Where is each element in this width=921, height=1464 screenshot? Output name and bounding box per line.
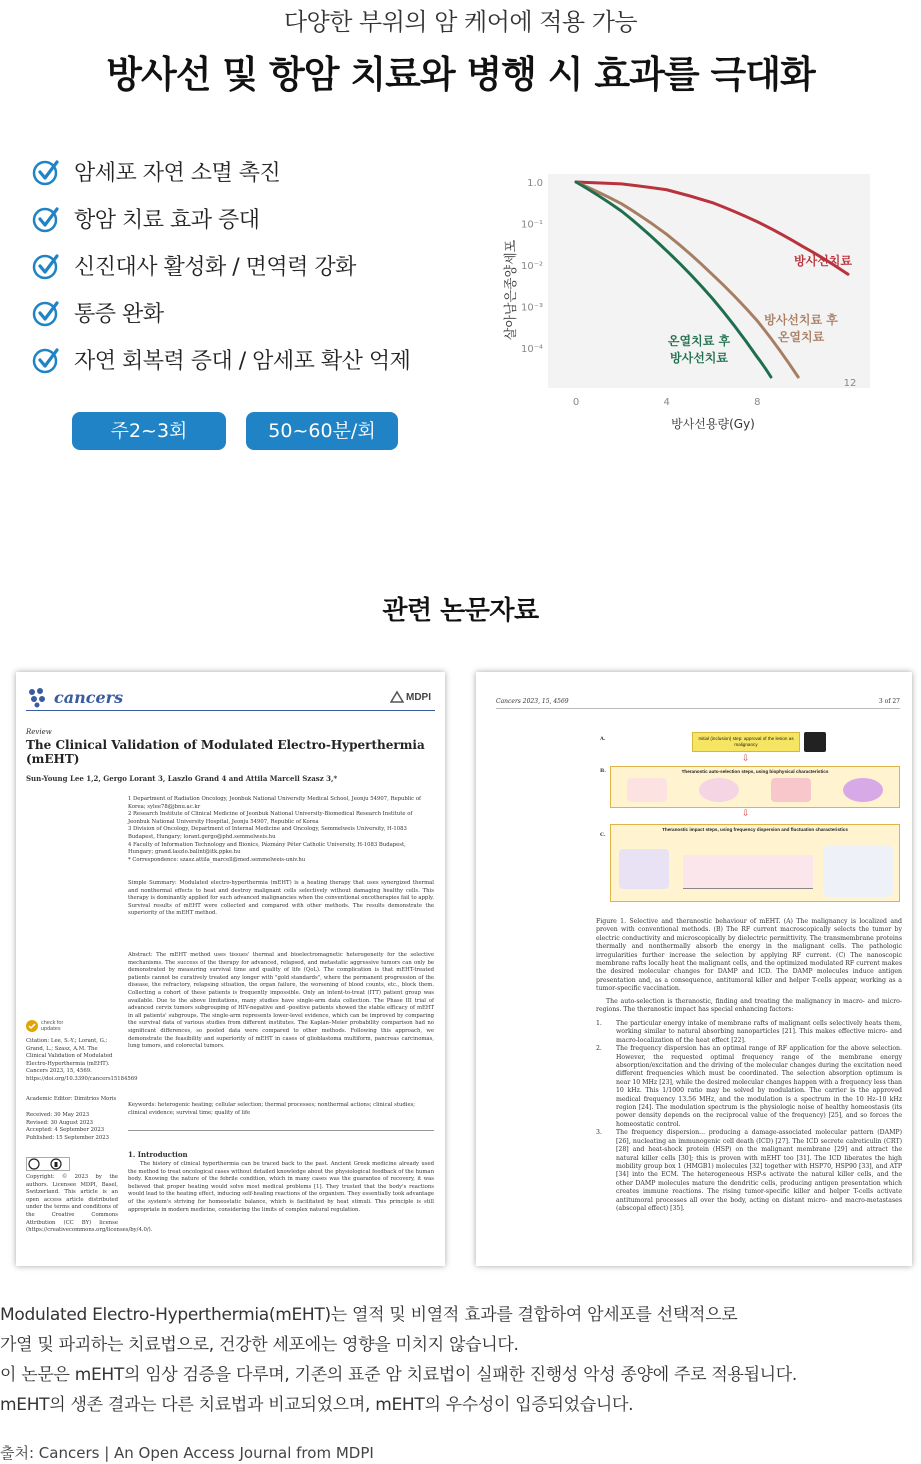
x-tick-label: 4 — [663, 397, 670, 408]
article-authors: Sun-Young Lee 1,2, Gergo Lorant 3, Laszlo Grand 4 and Attila Marcell Szasz 3,* — [26, 774, 338, 783]
hero-subtitle: 다양한 부위의 암 케어에 적용 가능 — [283, 8, 638, 36]
benefit-text: 암세포 자연 소멸 촉진 — [74, 161, 281, 186]
description-line: 가열 및 파괴하는 치료법으로, 건강한 세포에는 영향을 미치지 않습니다. — [0, 1335, 519, 1355]
affiliations — [128, 796, 428, 864]
list-item-text — [616, 1129, 902, 1213]
immune-icon — [823, 845, 893, 897]
affiliation: * Correspondence: szasz.attila_marcell@med.semmelweis-univ.hu — [128, 856, 306, 863]
check-updates[interactable] — [26, 1020, 71, 1032]
hero-title: 방사선 및 항암 치료와 병행 시 효과를 극대화 — [106, 53, 815, 96]
affiliation: 4 Faculty of Information Technology and Bionics, Pázmány Péter Catholic University, H-1083 Budapest, Hungary; grand.laszlo.balint@itk.ppke.hu — [128, 841, 406, 856]
figure-1 — [596, 728, 902, 906]
duration-pill: 50~60분/회 — [246, 412, 398, 450]
date-line: Accepted: 4 September 2023 — [26, 1127, 105, 1134]
y-tick-label: 10⁻⁴ — [520, 344, 543, 355]
label-heat-rad-1: 온열치료 후 — [667, 334, 731, 348]
figure-box-inclusion: Initial (inclusion) step: approval of the lesion as malignancy — [692, 732, 800, 752]
date-line: Revised: 30 August 2023 — [26, 1119, 93, 1126]
benefit-item — [32, 336, 452, 383]
x-tick-label: 0 — [572, 397, 580, 408]
intro-heading: 1. Introduction — [128, 1150, 188, 1159]
x-tick-label: 8 — [754, 397, 761, 408]
article-type: Review — [26, 728, 52, 736]
page-header-left: Cancers 2023, 15, 4569 — [496, 698, 569, 705]
description-line: mEHT의 생존 결과는 다른 치료법과 비교되었으며, mEHT의 우수성이 입증되었습니다. — [0, 1395, 634, 1415]
tissue-icon — [627, 778, 667, 802]
mdpi-mark-icon — [390, 690, 404, 704]
figure-box-title: Theranostic impact steps, using frequency dispersion and fluctuation characteristics — [662, 827, 848, 832]
y-tick-label: 1.0 — [527, 178, 543, 189]
y-axis-label: 살아남은종양세포 — [504, 239, 519, 341]
spectrum-plot — [683, 855, 813, 889]
mdpi-logo — [390, 690, 431, 704]
tumor-image — [804, 732, 826, 752]
check-circle-icon — [32, 299, 60, 327]
date-line: Received: 30 May 2023 — [26, 1112, 90, 1118]
simple-summary: Simple Summary: Modulated electro-hyperthermia (mEHT) is a heating therapy that uses synergized thermal and nonthermal effects to heat and destroy malignant cells selectively without damaging healthy cells. This therapy is dominantly applied for such advanced malignancies when the conventional oncotherapies fail to apply. Survival results of mEHT were collected and compared with other methods. The results demonstrate the superiority of the mEHT method. — [128, 880, 434, 917]
label-rad-heat-2: 온열치료 — [777, 330, 825, 344]
figure-box-title: Theranostic auto-selection steps, using biophysical characteristics — [681, 769, 829, 774]
keywords-divider — [128, 1130, 434, 1131]
check-updates-icon — [26, 1020, 38, 1032]
journal-name: cancers — [54, 687, 124, 707]
benefit-text: 자연 회복력 증대 / 암세포 확산 억제 — [74, 349, 411, 374]
copyright: Copyright: © 2023 by the authors. Licensee MDPI, Basel, Switzerland. This article is an open access article distributed under the terms and conditions of the Creative Commons Attribution (CC BY) license (https://creativecommons.org/licenses/by/4.0/). — [26, 1174, 153, 1234]
benefit-text: 통증 완화 — [74, 302, 164, 327]
check-circle-icon — [32, 158, 60, 186]
publisher-name: MDPI — [406, 691, 431, 703]
date-line: Published: 15 September 2023 — [26, 1134, 109, 1141]
label-rad-heat-1: 방사선치료 후 — [764, 313, 838, 327]
check-updates-label: check for updates — [41, 1020, 64, 1032]
paper-page-1[interactable] — [16, 672, 445, 1266]
description-line: 이 논문은 mEHT의 임상 검증을 다루며, 기존의 표준 암 치료법이 실패한 진행성 악성 종양에 주로 적용됩니다. — [0, 1365, 798, 1385]
benefit-item — [32, 289, 452, 336]
description — [0, 1300, 921, 1420]
y-tick-label: 10⁻² — [520, 261, 543, 272]
keywords: Keywords: heterogenic heating; cellular selection; thermal processes; nonthermal actions; clinical studies; clinical evidence; survival time; quality of life — [128, 1102, 416, 1116]
list-item-text-part: The heterogeneous HSP-s activate the natural killer cells, and the other DAMP molecules mature the dendritic cells, producing antigen presentation which creates immune reactions. The rising tumor-specific killer and helper T-cells activate antitumoral processes all over the body, acting on distant micro- and macro-metastases (abscopal effect) [35]. — [616, 1171, 902, 1212]
cc-by-license-icon — [26, 1157, 70, 1171]
tumor-cell-icon — [843, 778, 883, 802]
label-radiation: 방사선치료 — [794, 254, 852, 268]
numbered-list — [596, 1020, 902, 1213]
journal-header — [26, 686, 123, 708]
academic-editor: Academic Editor: Dimitrios Moris — [26, 1096, 117, 1102]
list-item: 2. The frequency dispersion has an optimal range of RF application for the above selection. However, the requested optimal frequency range of the membrane energy absorption/excitation and the driving of the molecular changes during the excitation need different frequencies which must be coordinated. The selection absorption optimum is near 10 MHz [23], while the desired molecular changes happen with a frequency less than 10 kHz. This 1/1000 ratio may be solved by modulation. The carrier is the approved medical frequency 13.56 MHz, and the modulation is a spectrum in the 10 Hz–10 kHz region [24]. The modulation spectrum is the physiologic noise of healthy homeostasis (its power density depends on the reciprocal value of the frequency) [25], and so forces the homeostatic control. — [596, 1045, 902, 1128]
affiliation: 2 Research Institute of Clinical Medicine of Jeonbuk National University-Biomedical Research Institute of Jeonbuk National University Hospital, Jeonju 54907, Republic of Korea — [128, 811, 413, 825]
intro-text: The history of clinical hyperthermia can be traced back to the past. Ancient Greek medicine already used the method to treat oncological cases without detailed knowledge about the physiological feedback of the human body. Knowing the nature of the febrile condition, which in many cases was the guarantee of recovery, it was believed that proper heating would solve most medical problems [1]. They trusted that the body's reactions would lead to the heating effect, inducing self-healing reactions of the organism. They essentially took advantage of the system's striving for homeostatic balance, which is facilitated by heat stimuli. This principle is still appropriate in modern medicine, considering the limits of complex natural regulation. — [128, 1161, 434, 1213]
benefit-item — [32, 242, 452, 289]
list-item: 3. The frequency dispersion... producing a damage-associated molecular pattern (DAMP) [26], nucleating an immunogenic cell death (ICD) [27]. The ICD secrete calreticulin (CRT) [28] and heat-shock protein (HSP) on the malignant membrane [29] and attract the natural killer cells [30]; this is proven with mEHT too [31]. The ICD liberates the high mobility group box 1 (HMGB1) molecules [32] together with HSP70, HSP90 [33], and ATP [34] into the ECM. The heterogeneous HSP-s activate the natural killer cells, and the other DAMP molecules mature the dendritic cells, producing antigen presentation which creates immune reactions. The rising tumor-specific killer and helper T-cells activate antitumoral processes all over the body, acting on distant micro- and macro-metastases (abscopal effect) [35]. — [596, 1129, 902, 1212]
arrow-down-icon: ⇩ — [742, 809, 750, 819]
check-circle-icon — [32, 346, 60, 374]
figure-caption: Figure 1. Selective and theranostic behaviour of mEHT. (A) The malignancy is localized and proven with conventional methods. (B) The RF current macroscopically selects the tumor by electric conductivity and microscopically by dielectric permittivity. The transmembrane proteins thermally and nonthermally absorb the energy in the malignant cells. The pathologic irregularities further increase the selection by applying RF current. (C) The nanoscopic membrane rafts locally heat the malignant cells, and the optimized modulated RF current makes the desired molecular changes for DAMP and ICD. The DAMP molecules induce antigen presentation and, as a consequence, antitumoral killer and helper T-cells appear, working as a tumor-specific vaccination. — [596, 918, 902, 993]
benefit-list — [32, 148, 452, 383]
affiliation: 1 Department of Radiation Oncology, Jeonbuk National University Medical School, Jeonju 54907, Republic of Korea; sylee78@jbnu.ac.kr — [128, 796, 421, 810]
affiliation: 3 Division of Oncology, Department of Internal Medicine and Oncology, Semmelweis University, H-1083 Budapest, Hungary; lorant.gergo@phd.semmelweis.hu — [128, 826, 407, 840]
check-circle-icon — [32, 205, 60, 233]
article-title: The Clinical Validation of Modulated Electro-Hyperthermia (mEHT) — [26, 738, 425, 766]
benefit-text: 신진대사 활성화 / 면역력 강화 — [74, 255, 356, 280]
figure-box-autoselection — [610, 766, 900, 808]
list-item-text: The particular energy intake of membrane rafts of malignant cells selectively heats them, working similar to natural absorbing nanoparticles [21]. This makes effective micro- and macro-localization of the heat effect [22]. — [616, 1020, 902, 1044]
figure-label-b: B. — [600, 768, 606, 774]
papers-section-title: 관련 논문자료 — [382, 596, 539, 626]
x-axis-label: 방사선용량(Gy) — [671, 417, 755, 431]
benefit-item — [32, 195, 452, 242]
y-tick-label: 10⁻³ — [520, 302, 543, 314]
body-intro: The auto-selection is theranostic, finding and treating the malignancy in macro- and micro-regions. The theranostic impact has special enhancing factors: — [596, 998, 902, 1014]
citation: Citation: Lee, S.-Y.; Lorant, G.; Grand, L.; Szasz, A.M. The Clinical Validation of Modulated Electro-Hyperthermia (mEHT). Cancers 2023, 15, 4569. https://doi.org/10.3390/cancers15184569 — [26, 1038, 138, 1082]
figure-b-icons — [611, 778, 899, 802]
figure-label-a: A. — [600, 736, 606, 742]
benefit-text: 항암 치료 효과 증대 — [74, 208, 260, 233]
source-citation: 출처: Cancers | An Open Access Journal from MDPI — [0, 1444, 374, 1462]
list-item-text-part: The frequency dispersion... producing a damage-associated molecular pattern (DAMP) [26], nucleating an immunogenic cell death (ICD) [27]. The ICD secrete calreticulin (CRT) [28] and heat-shock protein (HSP) on the malignant membrane [29] and attract the natural killer cells [30]; this is proven with mEHT too [31]. The ICD liberates the high mobility group box 1 (HMGB1) molecules [32] together with HSP70, HSP90 [33], and ATP [34] into the ECM. — [616, 1129, 902, 1179]
benefit-item — [32, 148, 452, 195]
paper-page-2[interactable] — [476, 672, 912, 1266]
y-tick-label: 10⁻¹ — [520, 219, 543, 231]
raft-icon — [619, 849, 669, 889]
list-item-text: The frequency dispersion has an optimal range of RF application for the above selection. However, the requested optimal frequency range of the membrane energy absorption/excitation and the driving of the molecular changes during the excitation need different frequencies which must be coordinated. The selection absorption optimum is near 10 MHz [23], while the desired molecular changes happen with a frequency less than 10 kHz. This 1/1000 ratio may be solved by modulation. The carrier is the approved medical frequency 13.56 MHz, and the modulation is a spectrum in the 10 Hz–10 kHz region [24]. The modulation spectrum is the physiologic noise of healthy homeostasis (its power density depends on the reciprocal value of the frequency) [25], and so forces the homeostatic control. — [616, 1045, 902, 1128]
membrane-icon — [771, 778, 811, 802]
header-divider — [26, 710, 435, 711]
page-header-right: 3 of 27 — [878, 698, 900, 705]
survival-chart — [495, 168, 905, 438]
page-header-divider — [496, 708, 900, 709]
cell-icon — [699, 778, 739, 802]
list-item: 1. The particular energy intake of membrane rafts of malignant cells selectively heats them, working similar to natural absorbing nanoparticles [21]. This makes effective micro- and macro-localization of the heat effect [22]. — [596, 1020, 902, 1044]
arrow-down-icon: ⇩ — [742, 754, 750, 764]
frequency-pill: 주2~3회 — [72, 412, 226, 450]
check-circle-icon — [32, 252, 60, 280]
figure-box-impact — [610, 824, 900, 902]
figure-label-c: C. — [600, 832, 606, 838]
x-tick-label: 12 — [843, 378, 857, 389]
dates — [26, 1112, 118, 1142]
description-line: Modulated Electro-Hyperthermia(mEHT)는 열적 및 비열적 효과를 결합하여 암세포를 선택적으로 — [0, 1305, 738, 1325]
abstract: Abstract: The mEHT method uses tissues' thermal and bioelectromagnetic heterogeneity for the selective mechanisms. The success of the therapy for advanced, relapsed, and metastatic aggressive tumors can only be demonstrated by measuring survival time and quality of life (QoL). The complication is that mEHT-treated patients cannot be curatively treated any longer with "gold standards", where the permanent progression of the disease, the refractory, relapsing situation, the organ failure, the worsening of blood counts, etc., block them. Collecting a cohort of these patients is frequently impossible. Only an intent-to-treat (ITT) patient group was available. Due to the above limitations, many studies have single-arm data collection. The Phase III trial of advanced cervix tumors subgrouping of HIV-negative and -positive patients showed the stable efficacy of mEHT in all patients' subgroups. The single-arm represents lower-level evidence, which can be improved by comparing the survival data of various studies from different institutes. The Kaplan–Meier probability comparison had no significant differences, so pooled data were compared to other methods. Following this approach, we demonstrate the feasibility and superiority of mEHT in cases of glioblastoma multiform, pancreas carcinomas, lung tumors, and colorectal tumors. — [128, 952, 434, 1050]
journal-logo-icon — [26, 686, 48, 708]
label-heat-rad-2: 방사선치료 — [670, 351, 728, 365]
